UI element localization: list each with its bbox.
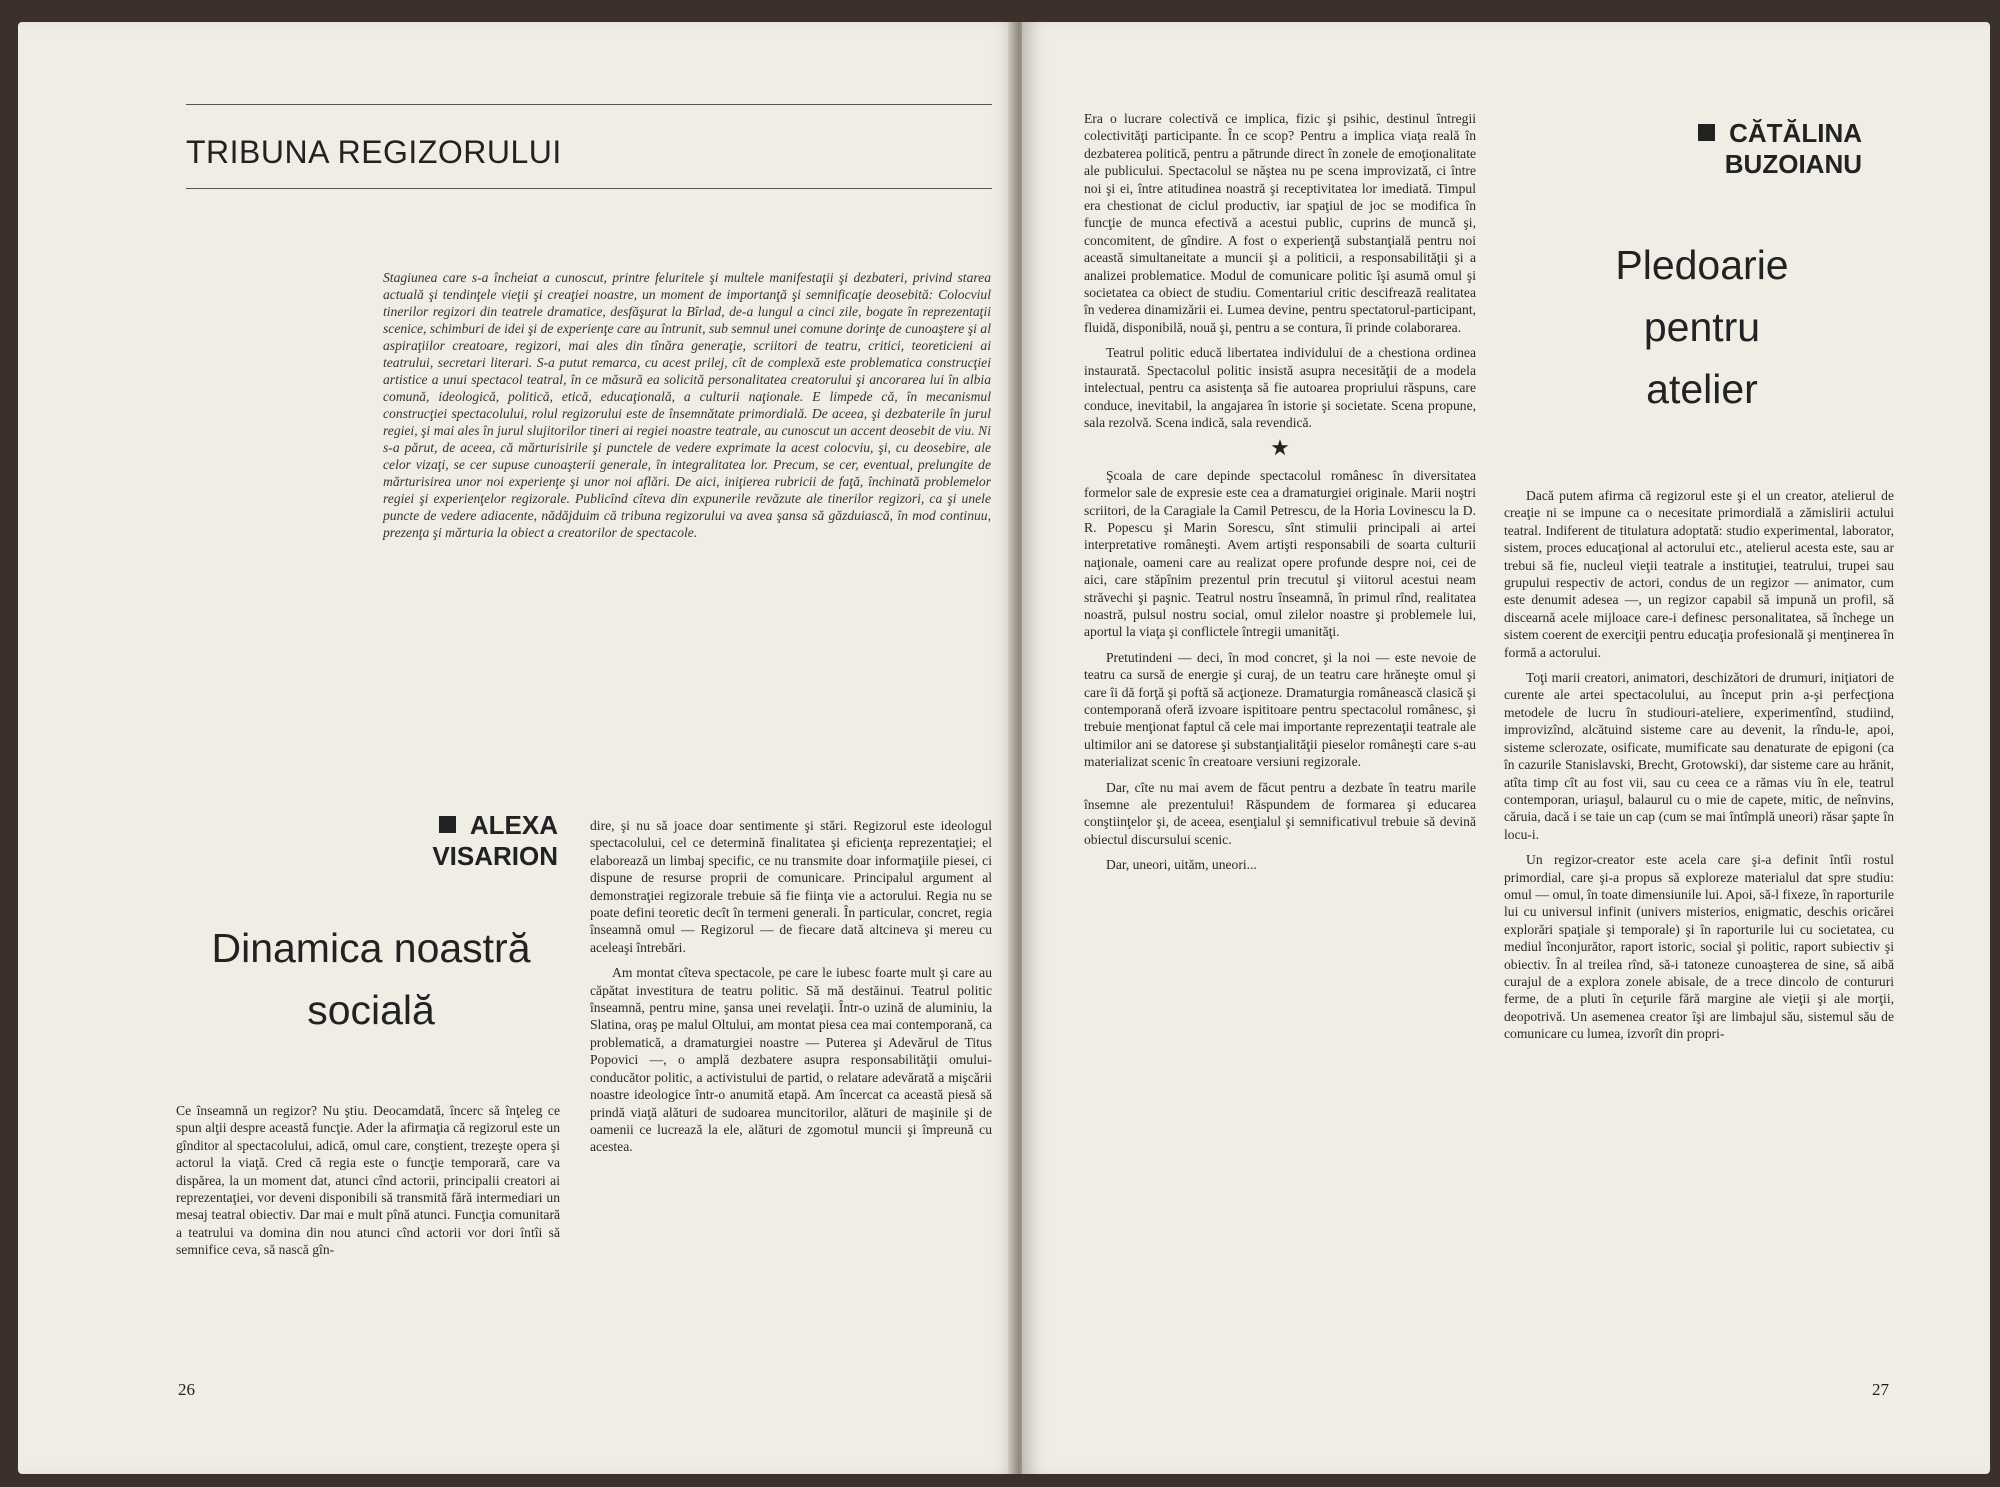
column-2 [590, 817, 992, 1164]
headline-line-1: Pledoarie [1615, 242, 1789, 288]
column-3-paragraph-6: Dar, uneori, uităm, uneori... [1106, 857, 1257, 873]
headline-line-2: pentru [1643, 304, 1761, 350]
top-rule [186, 104, 992, 105]
author-name [358, 810, 558, 872]
column-4-paragraph-2: Toţi marii creatori, animatori, deschizători de drumuri, iniţiatori de curente ale artei spectacolului, au început prin a-şi perfecţiona metodele de lucru în studiouri-ateliere, experimentînd, studiind, improvizînd, alcătuind sisteme care au devenit, la rîndu-le, apoi, sisteme sclerozate, osificate, mumificate sau denaturate de epigoni (ca în cazurile Stanislavski, Brecht, Grotowski), dar sisteme care au hrănit, atîta timp cît au fost vii, sau cu ceea ce a rămas viu în ele, teatrul contemporan, uriaşul, balaurul cu o mie de capete, mitic, de neînvins, căruia, dacă i se taie un cap (cum se mai întîmplă uneori) răsar şapte în locu-i. [1504, 670, 1894, 842]
column-4 [1504, 487, 1894, 1051]
right-page [1022, 22, 1990, 1474]
intro-paragraph: Stagiunea care s-a încheiat a cunoscut, printre feluritele şi multele manifestaţii şi dezbateri, privind starea actuală şi tendinţele vieţii şi creaţiei noastre, un moment de importanţă şi semnificaţie deosebită: Colocviul tinerilor regizori din teatrele dramatice, desfăşurat la Bîrlad, de-a lungul a cinci zile, bogate în reprezentaţii scenice, schimburi de idei şi de experienţe care au întrunit, sub semnul unei comune dorinţe de cunoaştere şi al aspiraţiilor creatoare, regizori, mai ales din tînăra generaţie, scriitori de teatru, critici, teoreticieni ai teatrului, secretari literari. S-a putut remarca, cu acest prilej, cît de complexă este problematica construcţiei artistice a unui spectacol teatral, în ce măsură ea solicită personalitatea creatorului şi ancorarea lui în albia comună, ideologică, politică, etică, educaţională, a culturii naţionale. E limpede că, în mecanismul construcţiei spectacolului, rolul regizorului este de însemnătate primordială. De aceea, şi dezbaterile în jurul regiei, şi mai ales în jurul slujitorilor tineri ai regiei noastre teatrale, au cunoscut un accent deosebit de viu. Ni s-a părut, de aceea, că mărturisirile şi punctele de vedere exprimate la acest colocviu, şi, cu deosebire, ale celor vizaţi, se cer supuse cunoaşterii generale, în integralitatea lor. Precum, se cer, eventual, prelungite de mărturisirea unor noi experienţe şi unor noi aflări. De aici, iniţierea rubricii de faţă, închinată problemelor regiei şi experienţelor regizorale. Publicînd cîteva din expunerile revăzute ale tinerilor regizori, ca şi unele puncte de vedere adiacente, nădăjduim că tribuna regizorului va avea şansa să găzduiască, în mod continuu, prezenţa şi mărturia la obiect a creatorilor de spectacole. [383, 270, 991, 540]
column-3 [1084, 110, 1476, 882]
page-number-right: 27 [1872, 1380, 1889, 1399]
column-3-paragraph-5: Dar, cîte nu mai avem de făcut pentru a dezbate în teatru marile însemne ale prezentului! Răspundem de formarea şi educarea conştiinţelor şi, de aceea, esenţialul şi semnificativul trebuie să devină obiectul discursului scenic. [1084, 779, 1476, 847]
column-2-paragraph-2: Am montat cîteva spectacole, pe care le iubesc foarte mult şi care au căpătat investitura de teatru politic. Să mă destăinui. Teatrul politic înseamnă, pentru mine, şansa unei revelaţii. Într-o uzină de aluminiu, la Slatina, oraş pe malul Oltului, am montat piesa cea mai contemporană, ca problematică, a dramaturgiei noastre — Puterea şi Adevărul de Titus Popovici —, o amplă dezbatere asupra responsabilităţii omului-conducător politic, a activistului de partid, o relatare adevărată a mişcării noastre ideologice într-o anumită etapă. Am încercat ca această piesă să prindă viaţă alături de sudoarea muncitorilor, alături de maşinile şi de oamenii ce lucrează la ele, alături de zgomotul muncii şi împreună cu acestea. [590, 965, 992, 1155]
column-2-paragraph-1: dire, şi nu să joace doar sentimente şi stări. Regizorul este ideologul spectacolului, cel ce determină finalitatea şi eficienţa reprezentaţiei; el elaborează un limbaj specific, ce nu transmite doar informaţiile piesei, ci dispune de resurse proprii de comunicare. Principalul argument al demonstraţiei regizorale trebuie să fie fiinţa vie a actorului. Regia nu se poate defini teoretic decît în termeni generali. În particular, concret, regia înseamnă omul — Regizorul — de fiecare dată altcineva şi mereu cu aceleaşi întrebări. [590, 818, 992, 955]
title-rule [186, 188, 992, 189]
column-3-paragraph-2: Teatrul politic educă libertatea individului de a chestiona ordinea instaurată. Spectacolul politic insistă asupra necesităţii de a modela intelectual, pentru ca asistenţa să fie autoarea propriului răspuns, care conduce, inevitabil, la angajarea în istorie şi societate. Scena propune, sala rezolvă. Scena indică, sala revendică. [1084, 345, 1476, 430]
author-first-name: CĂTĂLINA [1729, 118, 1862, 148]
article-headline-right [1552, 234, 1852, 420]
column-4-paragraph-3: Un regizor-creator este acela care şi-a definit întîi rostul primordial, care şi-a propus să exploreze materialul dat spre studiu: omul — omul, în toate dimensiunile lui. Apoi, să-l fixeze, în raporturile lui cu universul infinit (univers misterios, enigmatic, deschis oricărei explorări spaţiale şi temporale) şi în raporturile lui cu societatea, cu mediul înconjurător, raport istoric, social şi politic, raport subiectiv şi obiectiv. În al treilea rînd, să-i tatoneze cunoaşterea de sine, să aibă curajul de a explora zonele abisale, de a trece dincolo de contururi ferme, de a pluti în ceţurile fără margine ale vieţii şi ale morţii, deopotrivă. Un asemenea creator îşi are limbajul său, sistemul său de comunicare cu lumea, izvorît din propri- [1504, 852, 1894, 1042]
column-3-paragraph-3: Şcoala de care depinde spectacolul românesc în diversitatea formelor sale de expresie este cea a dramaturgiei originale. Marii noştri scriitori, de la Caragiale la Camil Petrescu, de la Horia Lovinescu la D. R. Popescu şi Marin Sorescu, sînt stimulii principali ai artei interpretative româneşti. Avem artişti responsabili de soarta culturii naţionale, oameni care au realizat opere profunde despre noi, cei de aici, care stăpînim prezentul prin trecutul şi viitorul acestui neam străvechi şi paşnic. Teatrul nostru înseamnă, în primul rînd, realitatea noastră, pulsul nostru social, omul zilelor noastre şi problemele lui, aportul la viaţa şi conflictele întregii umanităţi. [1084, 467, 1476, 640]
bullet-square-icon [1698, 124, 1715, 141]
headline-line-3: atelier [1646, 366, 1758, 412]
headline-line-1: Dinamica noastră [211, 925, 531, 971]
column-1 [176, 1102, 560, 1267]
section-title: TRIBUNA REGIZORULUI [186, 134, 562, 170]
author-last-name: BUZOIANU [1724, 149, 1862, 179]
author-last-name: VISARION [432, 841, 558, 871]
column-3-paragraph-4: Pretutindeni — deci, în mod concret, şi la noi — este nevoie de teatru ca sursă de energie şi curaj, de un teatru care hrăneşte omul şi care îi dă forţă şi poftă să acţioneze. Dramaturgia românească clasică şi contemporană oferă izvoare ispititoare pentru spectacolul românesc, şi trebuie menţionat faptul că cele mai importante reprezentaţii teatrale ale ultimilor ani se datorese şi substanţialităţii pieselor româneşti care s-au materializat scenic în creatoare versiuni regizorale. [1084, 649, 1476, 770]
headline-line-2: socială [307, 987, 435, 1033]
column-4-paragraph-1: Dacă putem afirma că regizorul este şi el un creator, atelierul de creaţie ni se impune ca o necesitate primordială a zămislirii actului teatral. Indiferent de titulatura adoptată: studio experimental, laborator, sistem, proces educaţional al actorului etc., atelierul acesta este, sau ar trebui să fie, nucleul vieţii teatrale a instituţiei, teatrului, trupei sau grupului respectiv de actori, condus de un regizor — animator, cum este denumit adesea —, un regizor capabil să impună un profil, să discearnă acele mijloace care-i definesc personalitatea, să închege un sistem coerent de exerciţii pentru educaţia profesională şi menţinerea în formă a actorului. [1504, 488, 1894, 660]
bullet-square-icon [439, 816, 456, 833]
column-3-paragraph-1: Era o lucrare colectivă ce implica, fizic şi psihic, destinul întregii colectivităţi participante. În ce scop? Pentru a implica viaţa reală în dezbaterea politică, pentru a pătrunde direct în zonele de emoţionalitate ale publicului. Spectacolul se năştea nu pe scena improvizată, ci între noi şi ei, între atitudinea noastră şi receptivitatea lor imediată. Timpul era chestionat de ciclul productiv, iar spaţiul de joc se modifica în funcţie de munca efectivă a acestui public, cuprins de muncă şi, concomitent, de gîndire. A fost o experienţă substanţială pentru noi această simultaneitate a muncii şi a politicii, a responsabilităţii şi a analizei problematice. Modul de comunicare politic îşi asumă omul şi societatea ca obiect de studiu. Comentariul critic descifrează realitatea în vederea dinamizării ei. Lumea devine, pentru spectatorul-participant, fluidă, disponibilă, nouă şi, pentru a se contura, îi prinde colaborarea. [1084, 111, 1476, 335]
left-page [18, 22, 1018, 1474]
section-separator-star: ★ [1270, 435, 1290, 461]
article-headline [186, 917, 556, 1041]
author-first-name: ALEXA [469, 810, 558, 840]
author-name-right [1582, 118, 1862, 180]
page-number-left: 26 [178, 1380, 195, 1399]
column-1-text: Ce înseamnă un regizor? Nu ştiu. Deocamdată, încerc să înţeleg ce spun alţii despre această funcţie. Ader la afirmaţia că regizorul este un gînditor al spectacolului, adică, omul care, conştient, trezeşte opera şi actorul la viaţă. Cred că regia este o funcţie temporară, care va dispărea, la un moment dat, atunci cînd actorii, principalii creatori ai reprezentaţiei, vor deveni disponibili să transmită fără intermediari un mesaj teatral obiectiv. Dar mai e mult pînă atunci. Funcţia comunitară a teatrului va domina din nou atunci cînd actorii vor dori întîi să semnifice ceva, să nască gîn- [176, 1103, 560, 1258]
